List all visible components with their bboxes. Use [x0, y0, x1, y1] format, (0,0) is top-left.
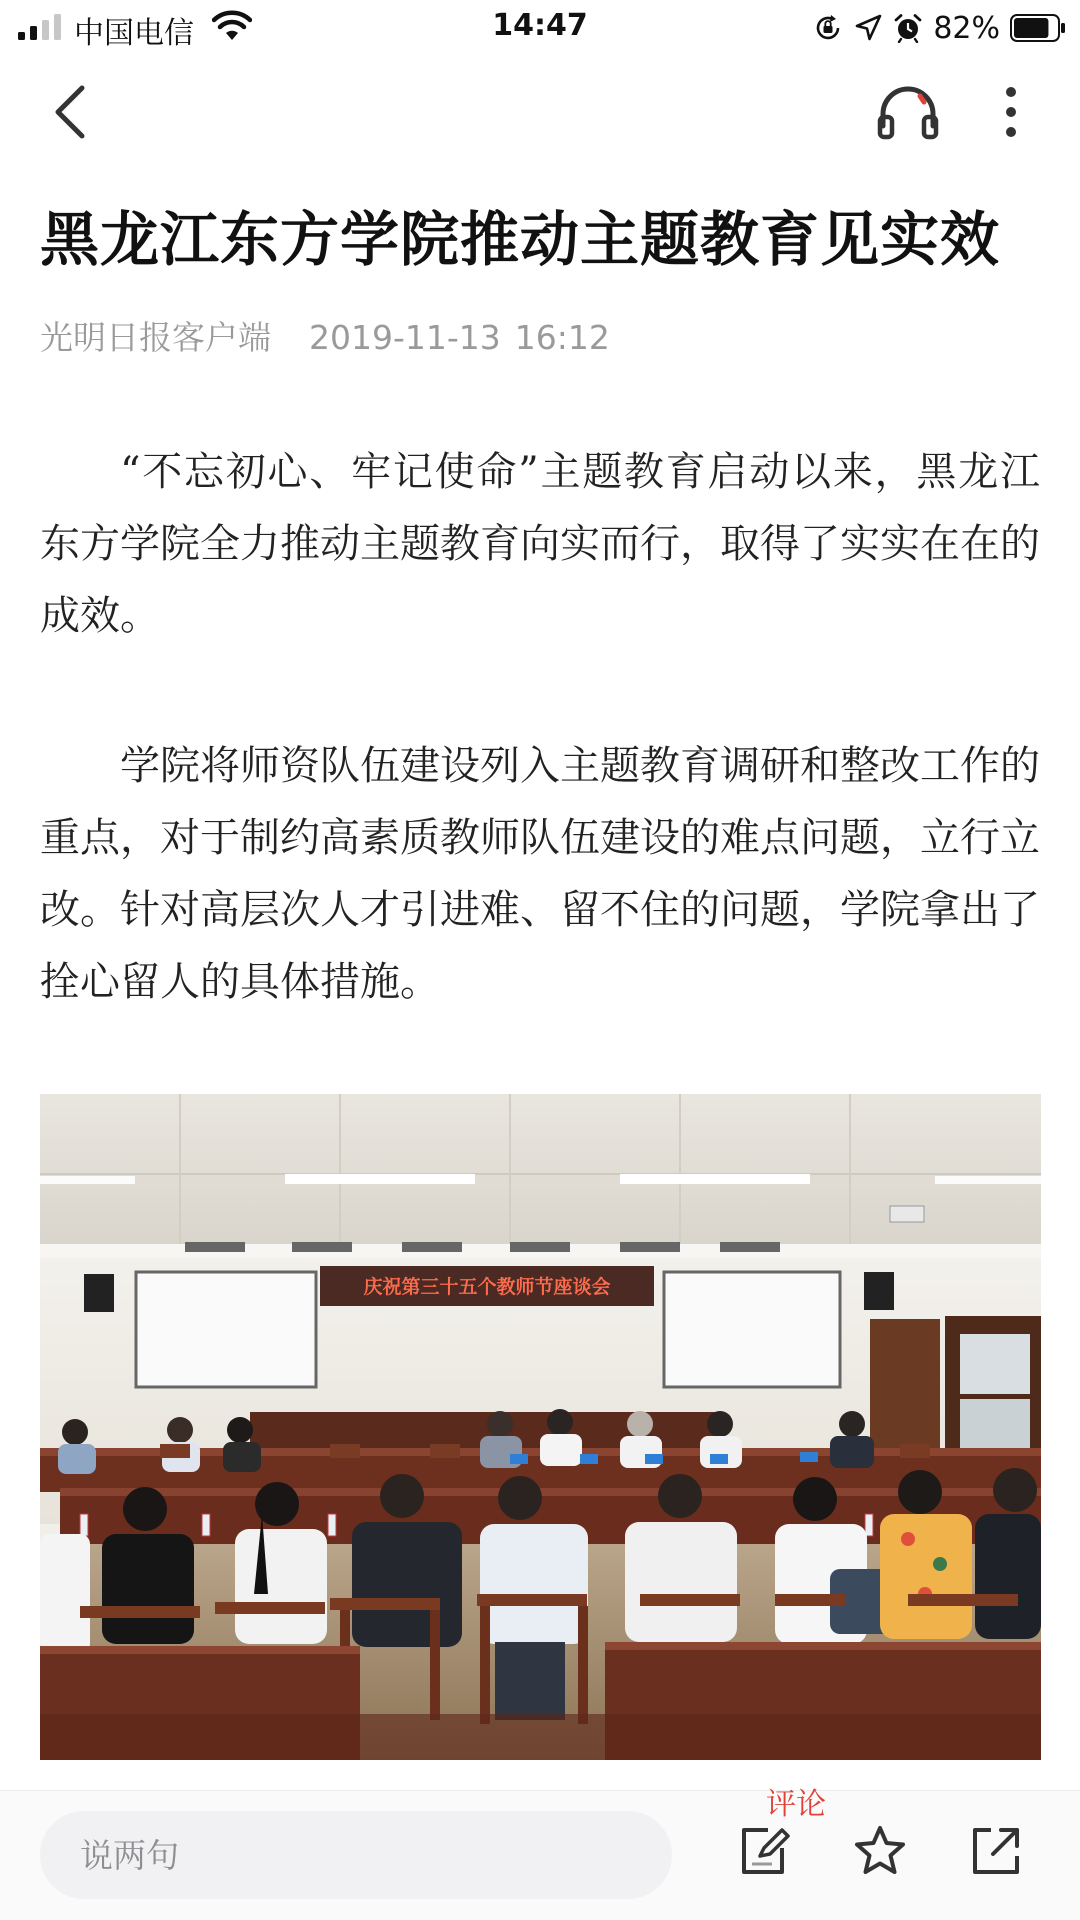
comment-input[interactable]	[40, 1811, 672, 1899]
comment-label: 评论	[766, 1787, 826, 1822]
back-chevron-icon	[53, 84, 87, 140]
nav-bar	[0, 56, 1080, 168]
article-meta	[40, 312, 610, 359]
alarm-icon	[893, 13, 923, 43]
orientation-lock-icon	[813, 13, 843, 43]
meeting-room-photo	[40, 1094, 1041, 1760]
headphones-icon	[877, 84, 939, 140]
article-title: 黑龙江东方学院推动主题教育见实效	[40, 205, 1001, 274]
more-button[interactable]	[986, 78, 1036, 146]
favorite-button[interactable]	[846, 1817, 914, 1885]
status-time: 14:47	[492, 8, 588, 43]
article-paragraph: 学院将师资队伍建设列入主题教育调研和整改工作的重点，对于制约高素质教师队伍建设的难点问题，立行立改。针对高层次人才引进难、留不住的问题，学院拿出了拴心留人的具体措施。	[40, 743, 1040, 1005]
comment-edit-icon	[738, 1824, 790, 1878]
battery-icon	[1010, 14, 1066, 42]
article-photo[interactable]	[40, 1094, 1041, 1760]
article-source[interactable]: 光明日报客户端	[40, 318, 271, 357]
star-icon	[852, 1824, 908, 1878]
battery-percent: 82%	[933, 10, 1000, 46]
wifi-icon	[212, 10, 252, 42]
carrier-name: 中国电信	[74, 16, 194, 51]
signal-icon	[18, 14, 64, 40]
bottom-bar	[0, 1787, 1080, 1920]
article-paragraph: “不忘初心、牢记使命”主题教育启动以来，黑龙江东方学院全力推动主题教育向实而行，取得了实实在在的成效。	[40, 449, 1040, 639]
banner-text: 庆祝第三十五个教师节座谈会	[363, 1276, 611, 1298]
more-vertical-icon	[1004, 86, 1018, 138]
location-icon	[853, 13, 883, 43]
listen-button[interactable]	[870, 78, 946, 146]
status-right-group	[813, 8, 1066, 48]
share-icon	[969, 1824, 1023, 1878]
back-button[interactable]	[40, 78, 100, 146]
status-bar	[0, 0, 1080, 56]
share-button[interactable]	[962, 1817, 1030, 1885]
article-date: 2019-11-13	[309, 318, 501, 357]
comment-button[interactable]	[730, 1817, 798, 1885]
article-time: 16:12	[514, 318, 610, 357]
